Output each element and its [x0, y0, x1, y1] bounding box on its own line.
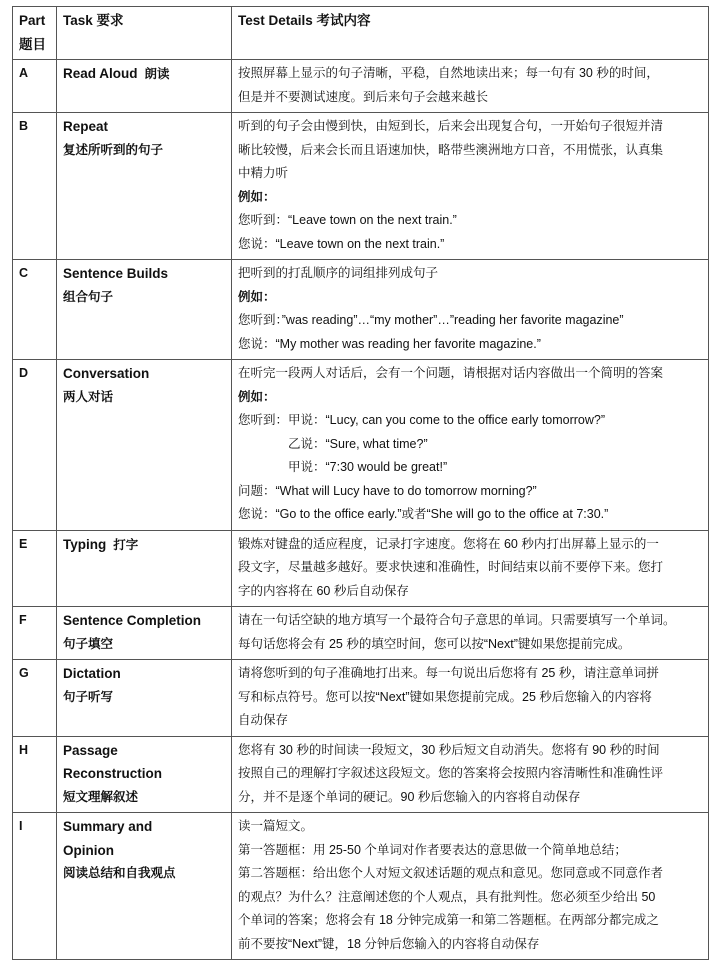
table-row — [13, 813, 709, 960]
part-letter: A — [13, 60, 57, 113]
part-letter: G — [13, 660, 57, 737]
task-cell: Sentence Completion 句子填空 — [57, 607, 232, 660]
task-cell: Summary and Opinion 阅读总结和自我观点 — [57, 813, 232, 960]
test-details-table — [12, 6, 709, 960]
details-cell: 请将您听到的句子准确地打出来。每一句说出后您将有 25 秒，请注意单词拼 写和标点符号。您可以按“Next”键如果您提前完成。25 秒后您输入的内容将 自动保存 — [232, 660, 709, 737]
header-part: Part 题目 — [13, 7, 57, 60]
table-row — [13, 736, 709, 813]
part-letter: H — [13, 736, 57, 813]
details-cell: 把听到的打乱顺序的词组排列成句子 例如： 您听到：”was reading”…“my mother”…”reading her favorite magazine” 您说：“My mother was reading her favorite magazine.” — [232, 260, 709, 360]
task-cell: Read Aloud 朗读 — [57, 60, 232, 113]
task-cell: Sentence Builds 组合句子 — [57, 260, 232, 360]
details-cell: 请在一句话空缺的地方填写一个最符合句子意思的单词。只需要填写一个单词。 每句话您将会有 25 秒的填空时间，您可以按“Next”键如果您提前完成。 — [232, 607, 709, 660]
task-cell: Conversation 两人对话 — [57, 360, 232, 531]
part-letter: D — [13, 360, 57, 531]
header-row — [13, 7, 709, 60]
details-cell: 读一篇短文。 第一答题框：用 25-50 个单词对作者要表达的意思做一个简单地总结； 第二答题框：给出您个人对短文叙述话题的观点和意见。您同意或不同意作者 的观点？为什么？注意阐述您的个人观点，具有批判性。您必须至少给出 50 个单词的答案；您将会有 18 分钟完成第一和第二答题框。在两部分都完成之 前不要按“Next”键，18 分钟后您输入的内容将自动保存 — [232, 813, 709, 960]
table-row — [13, 260, 709, 360]
part-letter: C — [13, 260, 57, 360]
task-cell: Repeat 复述所听到的句子 — [57, 113, 232, 260]
part-letter: E — [13, 530, 57, 607]
table-row — [13, 607, 709, 660]
details-cell: 按照屏幕上显示的句子清晰，平稳，自然地读出来；每一句有 30 秒的时间， 但是并不要测试速度。到后来句子会越来越长 — [232, 60, 709, 113]
header-details: Test Details 考试内容 — [232, 7, 709, 60]
part-letter: B — [13, 113, 57, 260]
task-cell: Passage Reconstruction 短文理解叙述 — [57, 736, 232, 813]
table-row — [13, 113, 709, 260]
details-cell: 在听完一段两人对话后，会有一个问题，请根据对话内容做出一个简明的答案 例如： 您听到：甲说：“Lucy, can you come to the office early tomorrow?” 乙说：“Sure, what time?” 甲说：“7:30 would be great!” 问题：“What will Lucy have to do tomorrow morning?” 您说：“Go to the office early.”或者“She will go to the office at 7:30.” — [232, 360, 709, 531]
table-row — [13, 60, 709, 113]
header-task: Task 要求 — [57, 7, 232, 60]
table-row — [13, 530, 709, 607]
part-letter: I — [13, 813, 57, 960]
task-cell: Typing 打字 — [57, 530, 232, 607]
task-cell: Dictation 句子听写 — [57, 660, 232, 737]
details-cell: 锻炼对键盘的适应程度，记录打字速度。您将在 60 秒内打出屏幕上显示的一 段文字，尽量越多越好。要求快速和准确性，时间结束以前不要停下来。您打 字的内容将在 60 秒后自动保存 — [232, 530, 709, 607]
table-row — [13, 360, 709, 531]
table-row — [13, 660, 709, 737]
details-cell: 您将有 30 秒的时间读一段短文，30 秒后短文自动消失。您将有 90 秒的时间 按照自己的理解打字叙述这段短文。您的答案将会按照内容清晰性和准确性评 分，并不是逐个单词的硬记。90 秒后您输入的内容将自动保存 — [232, 736, 709, 813]
details-cell: 听到的句子会由慢到快，由短到长，后来会出现复合句，一开始句子很短并清 晰比较慢，后来会长而且语速加快，略带些澳洲地方口音，不用慌张，认真集 中精力听 例如： 您听到：“Leave town on the next train.” 您说：“Leave town on the next train.” — [232, 113, 709, 260]
part-letter: F — [13, 607, 57, 660]
